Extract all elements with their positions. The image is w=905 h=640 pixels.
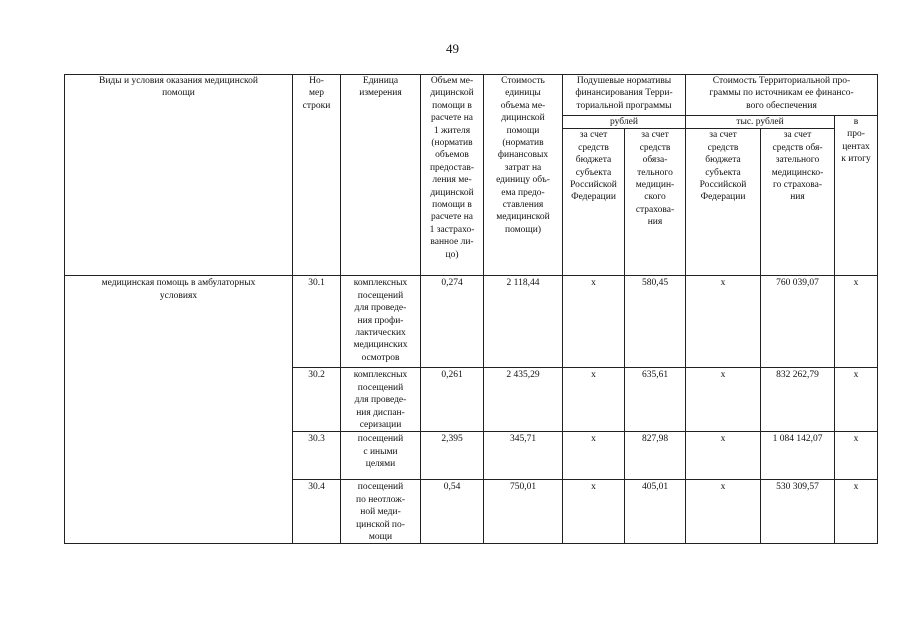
row-unit: комплексных посещений для проведе- ния профи- лактических медицинских осмотров <box>341 276 421 368</box>
row-percent: х <box>835 480 878 544</box>
header-unit-cost: Стоимость единицы объема ме- дицинской помощи (норматив финансовых затрат на единицу объ- ема предо- ставления медицинской помощи) <box>484 75 563 276</box>
row-budget-per-capita: х <box>563 276 625 368</box>
row-number: 30.4 <box>293 480 341 544</box>
row-oms-total: 760 039,07 <box>761 276 835 368</box>
row-oms-per-capita: 580,45 <box>625 276 686 368</box>
row-oms-per-capita: 405,01 <box>625 480 686 544</box>
financing-table <box>64 74 878 544</box>
header-per-capita: Подушевые нормативы финансирования Терри- ториальной программы <box>563 75 686 116</box>
row-oms-per-capita: 635,61 <box>625 368 686 432</box>
row-budget-total: х <box>686 276 761 368</box>
header-total-cost: Стоимость Территориальной про- граммы по источникам ее финансо- вого обеспечения <box>686 75 878 116</box>
row-volume: 0,54 <box>421 480 484 544</box>
header-budget-total: за счет средств бюджета субъекта Российской Федерации <box>686 129 761 276</box>
table-row <box>65 276 878 368</box>
page-number: 49 <box>446 41 459 56</box>
row-percent: х <box>835 368 878 432</box>
row-unit: посещений по неотлож- ной меди- цинской по- мощи <box>341 480 421 544</box>
header-unit: Единица измерения <box>341 75 421 276</box>
row-oms-per-capita: 827,98 <box>625 432 686 480</box>
row-cost: 750,01 <box>484 480 563 544</box>
row-cost: 345,71 <box>484 432 563 480</box>
row-percent: х <box>835 432 878 480</box>
row-oms-total: 530 309,57 <box>761 480 835 544</box>
header-budget-per-capita: за счет средств бюджета субъекта Российской Федерации <box>563 129 625 276</box>
row-cost: 2 435,29 <box>484 368 563 432</box>
header-per-capita-unit: рублей <box>563 116 686 129</box>
header-oms-total: за счет средств обя- зательного медицинско- го страхова- ния <box>761 129 835 276</box>
header-volume: Объем ме- дицинской помощи в расчете на 1 жителя (норматив объемов предостав- ления ме- дицинской помощи в расчете на 1 застрахо- ванное ли- цо) <box>421 75 484 276</box>
header-oms-per-capita: за счет средств обяза- тельного медицин- ского страхова- ния <box>625 129 686 276</box>
header-kind: Виды и условия оказания медицинской помощи <box>65 75 293 276</box>
row-budget-per-capita: х <box>563 480 625 544</box>
header-row-1 <box>65 75 878 116</box>
row-oms-total: 832 262,79 <box>761 368 835 432</box>
row-volume: 0,274 <box>421 276 484 368</box>
row-budget-per-capita: х <box>563 368 625 432</box>
header-total-unit: тыс. рублей <box>686 116 835 129</box>
row-volume: 0,261 <box>421 368 484 432</box>
row-volume: 2,395 <box>421 432 484 480</box>
header-percent: в про- центах к итогу <box>835 116 878 276</box>
row-percent: х <box>835 276 878 368</box>
row-budget-total: х <box>686 432 761 480</box>
row-budget-total: х <box>686 480 761 544</box>
row-number: 30.3 <box>293 432 341 480</box>
row-unit: комплексных посещений для проведе- ния диспан- серизации <box>341 368 421 432</box>
section-label: медицинская помощь в амбулаторных условиях <box>65 276 293 544</box>
header-row-number: Но- мер строки <box>293 75 341 276</box>
row-cost: 2 118,44 <box>484 276 563 368</box>
row-number: 30.2 <box>293 368 341 432</box>
row-number: 30.1 <box>293 276 341 368</box>
row-unit: посещений с иными целями <box>341 432 421 480</box>
row-oms-total: 1 084 142,07 <box>761 432 835 480</box>
row-budget-total: х <box>686 368 761 432</box>
row-budget-per-capita: х <box>563 432 625 480</box>
